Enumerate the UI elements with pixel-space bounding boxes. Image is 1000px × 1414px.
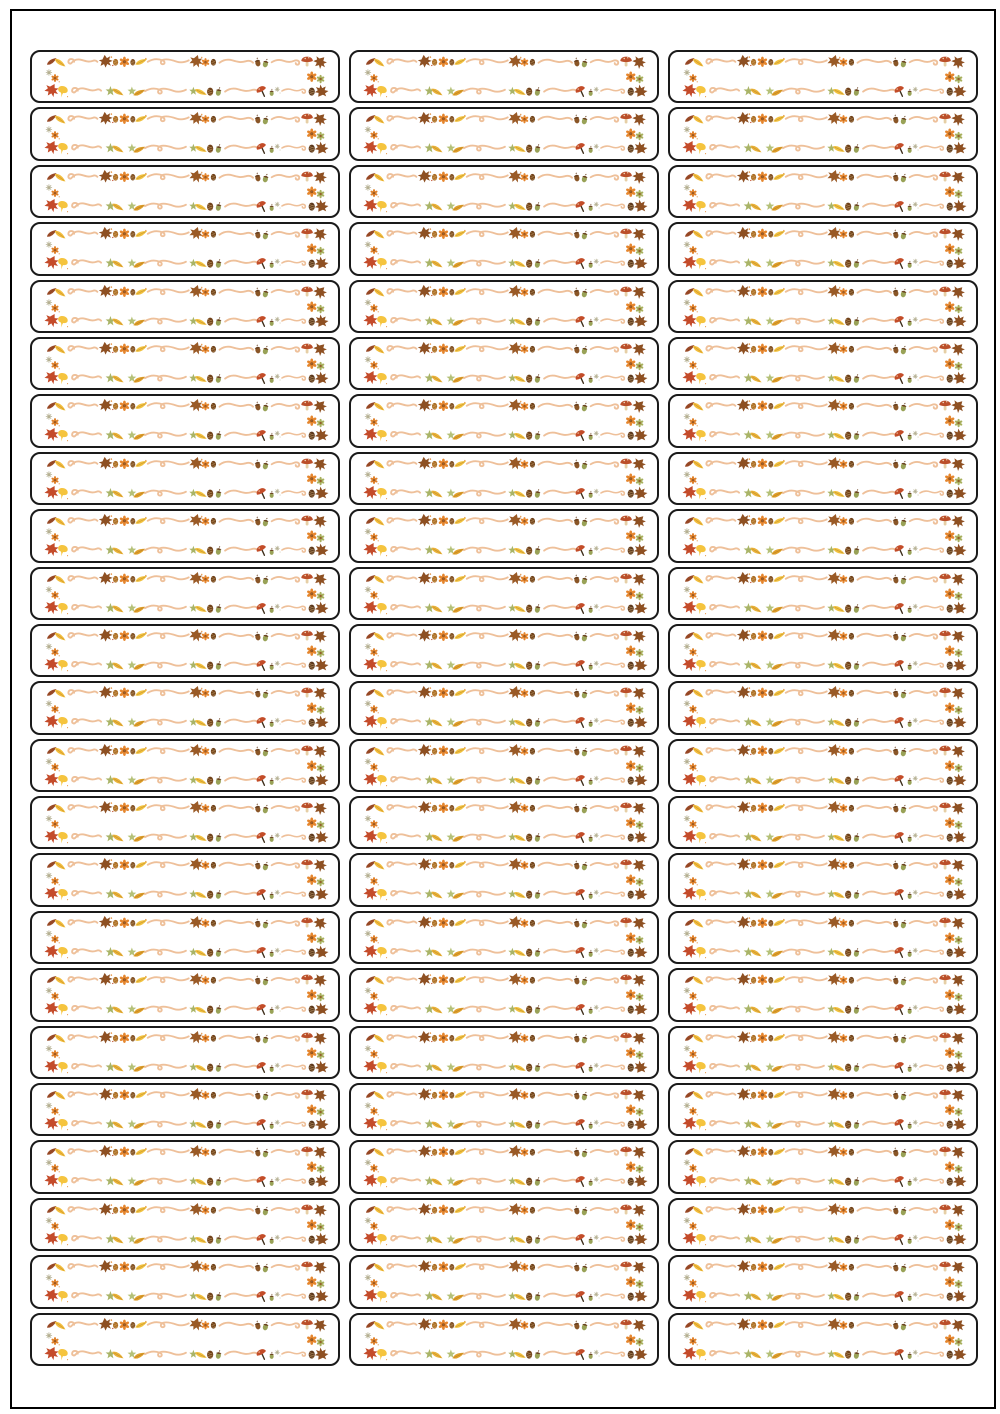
address-label: [349, 165, 659, 218]
autumn-garland-decoration: [351, 1315, 657, 1364]
autumn-garland-decoration: [32, 798, 338, 847]
autumn-garland-decoration: [351, 167, 657, 216]
autumn-garland-decoration: [351, 52, 657, 101]
address-label: [349, 1313, 659, 1366]
address-label: [668, 1255, 978, 1308]
autumn-garland-decoration: [670, 855, 976, 904]
autumn-garland-decoration: [351, 970, 657, 1019]
address-label: [668, 681, 978, 734]
address-label: [668, 853, 978, 906]
autumn-garland-decoration: [32, 970, 338, 1019]
autumn-garland-decoration: [670, 626, 976, 675]
autumn-garland-decoration: [670, 109, 976, 158]
address-label: [349, 624, 659, 677]
autumn-garland-decoration: [670, 282, 976, 331]
autumn-garland-decoration: [351, 339, 657, 388]
label-grid: [30, 50, 978, 1366]
autumn-garland-decoration: [32, 1085, 338, 1134]
autumn-garland-decoration: [351, 1257, 657, 1306]
autumn-garland-decoration: [670, 52, 976, 101]
address-label: [30, 165, 340, 218]
autumn-garland-decoration: [670, 569, 976, 618]
address-label: [349, 280, 659, 333]
address-label: [349, 1083, 659, 1136]
address-label: [668, 107, 978, 160]
address-label: [30, 107, 340, 160]
autumn-garland-decoration: [670, 1028, 976, 1077]
autumn-garland-decoration: [351, 511, 657, 560]
address-label: [30, 222, 340, 275]
autumn-garland-decoration: [670, 454, 976, 503]
address-label: [668, 280, 978, 333]
address-label: [349, 394, 659, 447]
autumn-garland-decoration: [670, 1200, 976, 1249]
address-label: [30, 337, 340, 390]
autumn-garland-decoration: [351, 798, 657, 847]
autumn-garland-decoration: [32, 855, 338, 904]
autumn-garland-decoration: [351, 683, 657, 732]
address-label: [349, 681, 659, 734]
address-label: [668, 1083, 978, 1136]
autumn-garland-decoration: [351, 1200, 657, 1249]
address-label: [668, 452, 978, 505]
address-label: [349, 452, 659, 505]
address-label: [668, 165, 978, 218]
address-label: [349, 853, 659, 906]
address-label: [349, 337, 659, 390]
autumn-garland-decoration: [32, 683, 338, 732]
autumn-garland-decoration: [32, 224, 338, 273]
autumn-garland-decoration: [32, 454, 338, 503]
autumn-garland-decoration: [32, 1315, 338, 1364]
autumn-garland-decoration: [32, 396, 338, 445]
autumn-garland-decoration: [351, 741, 657, 790]
address-label: [349, 1198, 659, 1251]
address-label: [30, 452, 340, 505]
address-label: [668, 1313, 978, 1366]
autumn-garland-decoration: [670, 224, 976, 273]
address-label: [349, 222, 659, 275]
autumn-garland-decoration: [351, 224, 657, 273]
autumn-garland-decoration: [32, 1028, 338, 1077]
address-label: [668, 1140, 978, 1193]
autumn-garland-decoration: [32, 511, 338, 560]
address-label: [30, 624, 340, 677]
autumn-garland-decoration: [670, 167, 976, 216]
address-label: [30, 968, 340, 1021]
address-label: [349, 911, 659, 964]
autumn-garland-decoration: [32, 569, 338, 618]
autumn-garland-decoration: [670, 970, 976, 1019]
autumn-garland-decoration: [670, 1142, 976, 1191]
autumn-garland-decoration: [32, 913, 338, 962]
autumn-garland-decoration: [670, 1257, 976, 1306]
autumn-garland-decoration: [351, 282, 657, 331]
address-label: [30, 509, 340, 562]
address-label: [668, 394, 978, 447]
autumn-garland-decoration: [32, 741, 338, 790]
address-label: [668, 222, 978, 275]
address-label: [668, 509, 978, 562]
autumn-garland-decoration: [351, 855, 657, 904]
address-label: [668, 739, 978, 792]
address-label: [30, 853, 340, 906]
address-label: [30, 1140, 340, 1193]
autumn-garland-decoration: [670, 913, 976, 962]
autumn-garland-decoration: [32, 1142, 338, 1191]
autumn-garland-decoration: [351, 569, 657, 618]
address-label: [30, 681, 340, 734]
address-label: [349, 107, 659, 160]
autumn-garland-decoration: [351, 913, 657, 962]
autumn-garland-decoration: [351, 454, 657, 503]
autumn-garland-decoration: [351, 1085, 657, 1134]
address-label: [668, 796, 978, 849]
autumn-garland-decoration: [670, 741, 976, 790]
autumn-garland-decoration: [32, 109, 338, 158]
address-label: [349, 796, 659, 849]
autumn-garland-decoration: [670, 1085, 976, 1134]
address-label: [668, 911, 978, 964]
address-label: [349, 567, 659, 620]
address-label: [349, 1026, 659, 1079]
autumn-garland-decoration: [32, 626, 338, 675]
address-label: [30, 394, 340, 447]
autumn-garland-decoration: [32, 282, 338, 331]
autumn-garland-decoration: [670, 511, 976, 560]
address-label: [30, 1313, 340, 1366]
address-label: [30, 796, 340, 849]
address-label: [30, 50, 340, 103]
autumn-garland-decoration: [670, 798, 976, 847]
address-label: [30, 1255, 340, 1308]
address-label: [668, 337, 978, 390]
address-label: [349, 968, 659, 1021]
address-label: [30, 1198, 340, 1251]
autumn-garland-decoration: [32, 1200, 338, 1249]
autumn-garland-decoration: [32, 339, 338, 388]
address-label: [30, 1026, 340, 1079]
address-label: [668, 50, 978, 103]
autumn-garland-decoration: [32, 52, 338, 101]
address-label: [349, 1140, 659, 1193]
autumn-garland-decoration: [351, 109, 657, 158]
address-label: [349, 50, 659, 103]
address-label: [668, 968, 978, 1021]
address-label: [30, 567, 340, 620]
autumn-garland-decoration: [351, 626, 657, 675]
autumn-garland-decoration: [670, 1315, 976, 1364]
address-label: [30, 911, 340, 964]
autumn-garland-decoration: [351, 1028, 657, 1077]
address-label: [30, 1083, 340, 1136]
address-label: [349, 739, 659, 792]
address-label: [349, 1255, 659, 1308]
address-label: [30, 739, 340, 792]
address-label: [668, 1026, 978, 1079]
autumn-garland-decoration: [351, 396, 657, 445]
autumn-garland-decoration: [670, 339, 976, 388]
autumn-garland-decoration: [32, 167, 338, 216]
autumn-garland-decoration: [351, 1142, 657, 1191]
address-label: [30, 280, 340, 333]
autumn-garland-decoration: [32, 1257, 338, 1306]
address-label: [668, 567, 978, 620]
autumn-garland-decoration: [670, 683, 976, 732]
address-label: [349, 509, 659, 562]
address-label: [668, 624, 978, 677]
address-label: [668, 1198, 978, 1251]
autumn-garland-decoration: [670, 396, 976, 445]
